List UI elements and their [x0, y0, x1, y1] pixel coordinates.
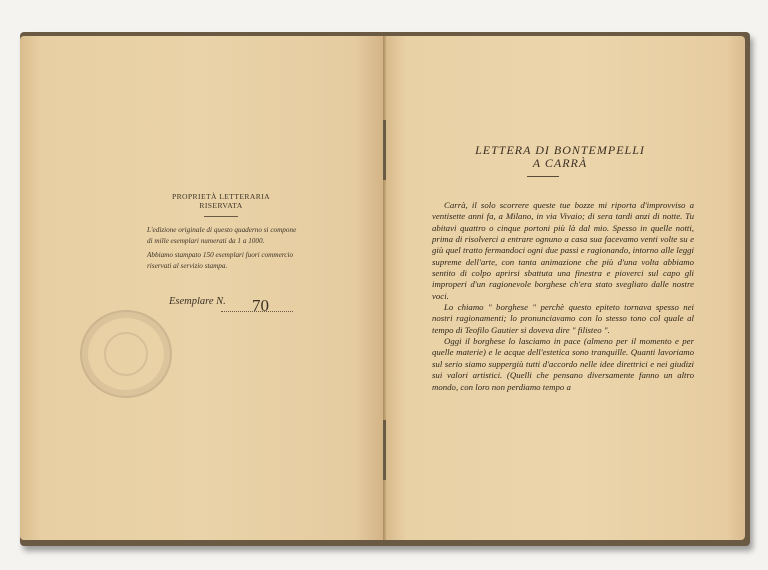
letter-heading: LETTERA DI BONTEMPELLI [475, 143, 645, 157]
divider [527, 176, 559, 177]
press-note: Abbiamo stampato 150 esemplari fuori commercio riservati al servizio stampa. [147, 251, 294, 270]
paragraph: Carrà, il solo scorrere queste tue bozze mi riporta d'improvviso a ventisette anni fa, a Milano, in via Vivaio; di sera tardi anzi di notte. Tu abitavi quattro o cinque portoni più là dal mio. Spesso in quelle notti, prima di risolverci a entrare ognuno a casa sua facevamo venti volte su e giù quel tratto fermandoci ogni due passi e ragionando, intorno alle leggi supreme dell'arte, con tanta animazione che più d'una volta abbiamo sentito di colpo aprirsi sbattuta una finestra e pioverci sul capo gli improperi d'un ragionevole borghese ch'era stato svegliato dalle nostre voci. [432, 200, 694, 301]
exemplar-label: Esemplare N. [169, 296, 226, 307]
binding-stitch [383, 420, 386, 480]
paragraph: Lo chiamo " borghese " perchè questo epiteto tornava spesso nei nostri ragionamenti; lo pronunciavamo con lo stesso tono col quale al tempo di Teofilo Gautier si doveva dire " filisteo ". [432, 302, 694, 335]
copyright-title: PROPRIETÀ LETTERARIA RISERVATA [171, 192, 271, 210]
exemplar-number: 70 [252, 296, 269, 315]
paragraph: Oggi il borghese lo lasciamo in pace (almeno per il momento e per quelle materie) e le acque dell'estetica sono tranquille. Quanti lavoriamo sul serio siamo suppergiù tutti d'accordo nelle idee direttrici e nei giudizi sui valori artistici. (Quelli che pensano diversamente fanno un altro mondo, con loro non perdiamo tempo a [432, 336, 694, 392]
letter-body [432, 200, 694, 393]
letter-heading-recipient: A CARRÀ [532, 156, 588, 170]
divider [204, 216, 238, 217]
binding-stitch [383, 120, 386, 180]
library-stamp [80, 310, 172, 398]
copyright-block [147, 192, 297, 271]
edition-note: L'edizione originale di questo quaderno si compone di mille esemplari numerati da 1 a 1000. [147, 226, 297, 245]
left-page [20, 36, 384, 540]
